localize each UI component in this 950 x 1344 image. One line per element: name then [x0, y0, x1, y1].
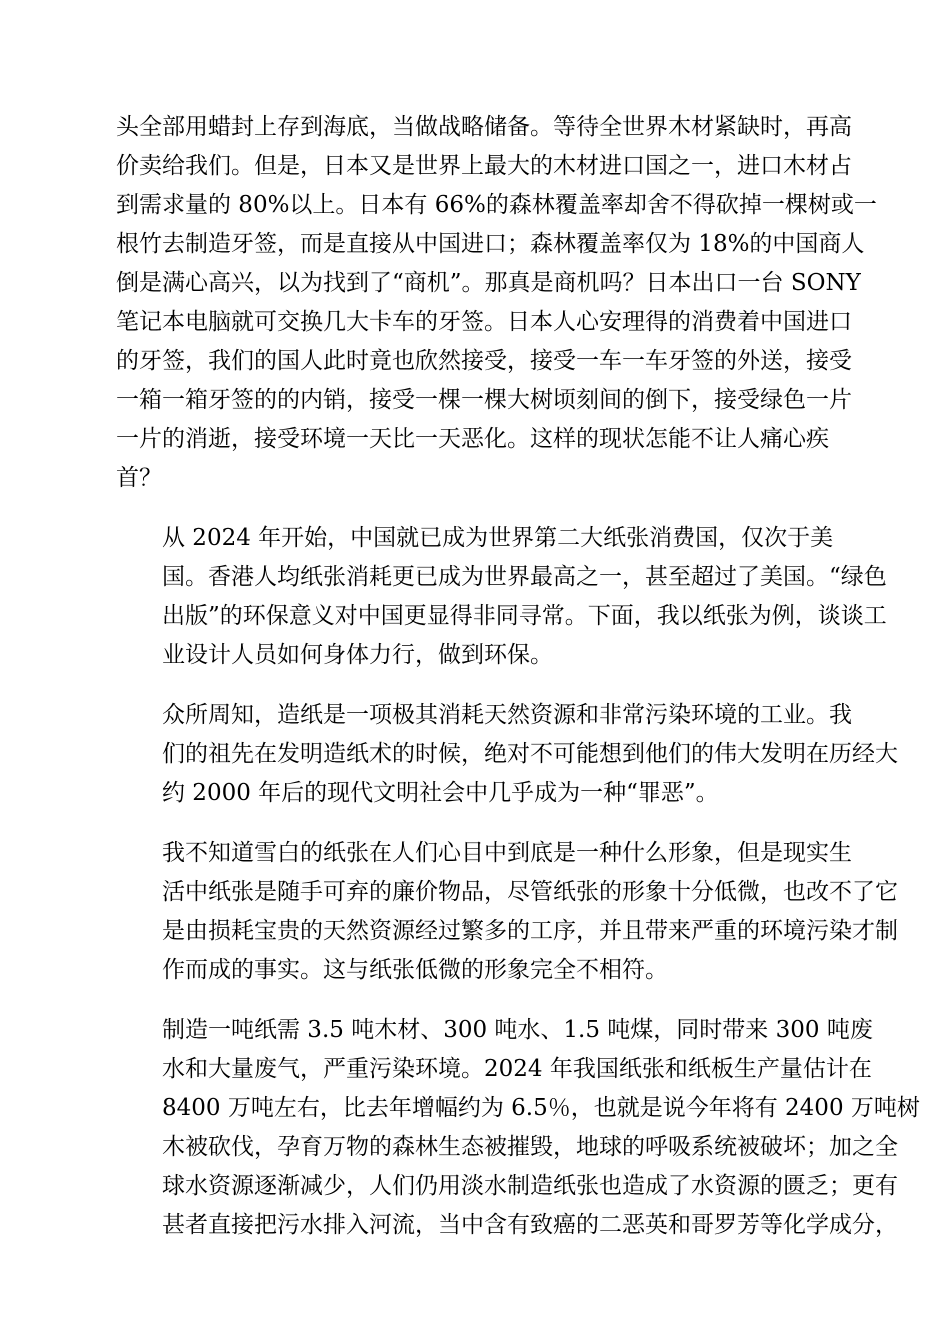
text-line: 们的祖先在发明造纸术的时候，绝对不可能想到他们的伟大发明在历经大 [162, 741, 898, 767]
text-line: 众所周知，造纸是一项极其消耗天然资源和非常污染环境的工业。我 [162, 702, 852, 728]
paragraph [116, 519, 887, 675]
text-line: 头全部用蜡封上存到海底，当做战略储备。等待全世界木材紧缺时，再高 [116, 114, 852, 140]
text-line: 笔记本电脑就可交换几大卡车的牙签。日本人心安理得的消费着中国进口 [116, 309, 852, 335]
paragraph [116, 108, 877, 498]
text-line: 国。香港人均纸张消耗更已成为世界最高之一，甚至超过了美国。“绿色 [162, 564, 887, 590]
text-line: 是由损耗宝贵的天然资源经过繁多的工序，并且带来严重的环境污染才制 [162, 918, 898, 944]
text-line: 球水资源逐渐减少，人们仍用淡水制造纸张也造成了水资源的匮乏；更有 [162, 1173, 898, 1199]
text-line: 水和大量废气，严重污染环境。2024 年我国纸张和纸板生产量估计在 [162, 1056, 872, 1082]
text-line: 首？ [116, 465, 162, 491]
text-line: 从 2024 年开始，中国就已成为世界第二大纸张消费国，仅次于美 [162, 525, 834, 551]
text-line: 倒是满心高兴，以为找到了“商机”。那真是商机吗？日本出口一台 SONY [116, 270, 861, 296]
text-line: 一箱一箱牙签的的内销，接受一棵一棵大树顷刻间的倒下，接受绿色一片 [116, 387, 852, 413]
text-line: 甚者直接把污水排入河流，当中含有致癌的二恶英和哥罗芳等化学成分， [162, 1212, 898, 1238]
text-line: 的牙签，我们的国人此时竟也欣然接受，接受一车一车牙签的外送，接受 [116, 348, 852, 374]
paragraph [116, 834, 898, 990]
document-body [116, 108, 920, 1266]
text-line: 活中纸张是随手可弃的廉价物品，尽管纸张的形象十分低微，也改不了它 [162, 879, 898, 905]
text-line: 约 2000 年后的现代文明社会中几乎成为一种“罪恶”。 [162, 780, 719, 806]
text-line: 作而成的事实。这与纸张低微的形象完全不相符。 [162, 957, 668, 983]
paragraph [116, 696, 898, 813]
text-line: 出版”的环保意义对中国更显得非同寻常。下面，我以纸张为例，谈谈工 [162, 603, 887, 629]
text-line: 木被砍伐，孕育万物的森林生态被摧毁，地球的呼吸系统被破坏；加之全 [162, 1134, 898, 1160]
text-line: 到需求量的 80%以上。日本有 66%的森林覆盖率却舍不得砍掉一棵树或一 [116, 192, 877, 218]
text-line: 业设计人员如何身体力行，做到环保。 [162, 642, 553, 668]
text-line: 制造一吨纸需 3.5 吨木材、300 吨水、1.5 吨煤，同时带来 300 吨废 [162, 1017, 873, 1043]
text-line: 8400 万吨左右，比去年增幅约为 6.5％，也就是说今年将有 2400 万吨树 [162, 1095, 920, 1121]
paragraph [116, 1011, 920, 1245]
text-line: 我不知道雪白的纸张在人们心目中到底是一种什么形象，但是现实生 [162, 840, 852, 866]
text-line: 根竹去制造牙签，而是直接从中国进口；森林覆盖率仅为 18%的中国商人 [116, 231, 865, 257]
text-line: 价卖给我们。但是，日本又是世界上最大的木材进口国之一，进口木材占 [116, 153, 852, 179]
text-line: 一片的消逝，接受环境一天比一天恶化。这样的现状怎能不让人痛心疾 [116, 426, 829, 452]
